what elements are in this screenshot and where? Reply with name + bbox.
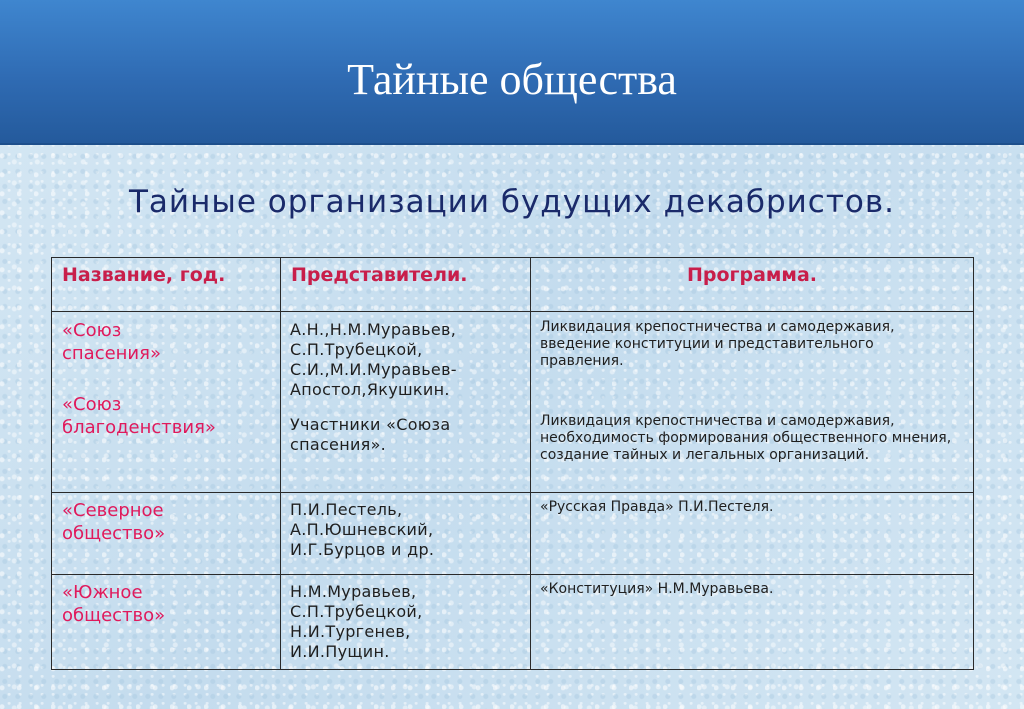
society-name: «Союз спасения» bbox=[62, 320, 161, 364]
representatives-text: П.И.Пестель, А.П.Юшневский, И.Г.Бурцов и др. bbox=[290, 500, 435, 559]
program-text: «Конституция» Н.М.Муравьева. bbox=[540, 581, 774, 597]
column-header-name: Название, год. bbox=[52, 258, 281, 312]
table-row bbox=[52, 493, 974, 575]
program-cell bbox=[531, 493, 974, 575]
slide-header bbox=[0, 0, 1024, 145]
representatives-text: Участники «Союза спасения». bbox=[290, 415, 451, 454]
representatives-text: Н.М.Муравьев, С.П.Трубецкой, Н.И.Тургенев, И.И.Пущин. bbox=[290, 582, 423, 661]
society-name-cell bbox=[52, 493, 281, 575]
society-name-cell bbox=[52, 312, 281, 493]
slide-title: Тайные общества bbox=[347, 55, 677, 104]
societies-table bbox=[51, 257, 974, 670]
program-cell bbox=[531, 312, 974, 493]
program-text: «Русская Правда» П.И.Пестеля. bbox=[540, 499, 774, 515]
table-row bbox=[52, 312, 974, 493]
program-text: Ликвидация крепостничества и самодержавия, необходимость формирования общественного мнения, создание тайных и легальных организаций. bbox=[540, 413, 952, 463]
society-name-cell bbox=[52, 575, 281, 670]
program-text: Ликвидация крепостничества и самодержавия, введение конституции и представительного правления. bbox=[540, 319, 895, 369]
society-name: «Северное общество» bbox=[62, 500, 166, 544]
representatives-cell bbox=[281, 312, 531, 493]
society-name: «Союз благоденствия» bbox=[62, 394, 216, 438]
table-header-row bbox=[52, 258, 974, 312]
representatives-cell bbox=[281, 575, 531, 670]
column-header-program: Программа. bbox=[531, 258, 974, 312]
column-header-representatives: Представители. bbox=[281, 258, 531, 312]
table-heading: Тайные организации будущих декабристов. bbox=[129, 184, 895, 220]
program-cell bbox=[531, 575, 974, 670]
table-row bbox=[52, 575, 974, 670]
representatives-text: А.Н.,Н.М.Муравьев, С.П.Трубецкой, С.И.,М.И.Муравьев-Апостол,Якушкин. bbox=[290, 320, 457, 399]
society-name: «Южное общество» bbox=[62, 582, 166, 626]
representatives-cell bbox=[281, 493, 531, 575]
